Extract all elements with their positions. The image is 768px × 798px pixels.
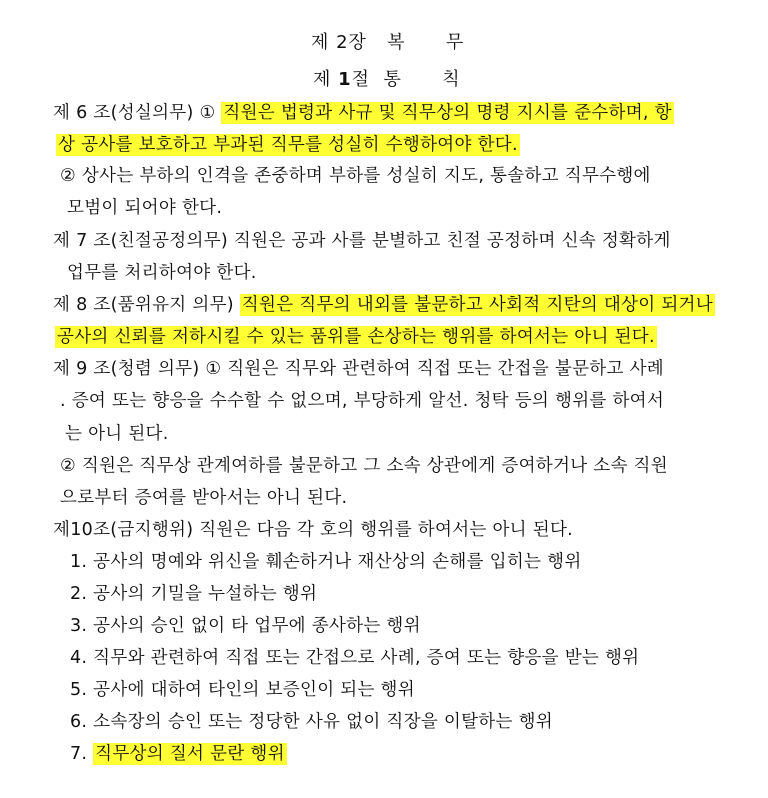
list-item-7-highlight: 직무상의 질서 문란 행위 — [95, 744, 285, 764]
list-item: 2. 공사의 기밀을 누설하는 행위 — [70, 584, 318, 604]
article-9-line-2: . 증여 또는 향응을 수수할 수 없으며, 부당하게 알선. 청탁 등의 행위를 하여서 — [60, 391, 665, 411]
article-7-line-2: 업무를 처리하여야 한다. — [67, 263, 257, 283]
article-8-line-2 — [55, 324, 657, 350]
list-item: 1. 공사의 명예와 위신을 훼손하거나 재산상의 손해를 입히는 행위 — [70, 552, 582, 572]
article-8-highlight-1: 직원은 직무의 내외를 불문하고 사회적 지탄의 대상이 되거나 — [241, 295, 713, 315]
article-10-line-1: 제10조(금지행위) 직원은 다음 각 호의 행위를 하여서는 아니 된다. — [53, 520, 574, 540]
article-8-line-1 — [53, 292, 715, 318]
article-6-label: 제 6 조(성실의무) ① — [53, 103, 222, 123]
article-8-label: 제 8 조(품위유지 의무) — [53, 295, 240, 315]
article-6-line-2 — [56, 132, 520, 158]
section-number: 1 — [338, 69, 352, 90]
section-pre: 제 — [313, 69, 332, 90]
article-6-line-1 — [53, 100, 674, 126]
article-9-line-5: 으로부터 증여를 받아서는 아니 된다. — [60, 488, 348, 508]
list-item: 4. 직무와 관련하여 직접 또는 간접으로 사례, 증여 또는 향응을 받는 행위 — [70, 648, 640, 668]
list-item: 5. 공사에 대하여 타인의 보증인이 되는 행위 — [70, 680, 415, 700]
article-8-highlight-2: 공사의 신뢰를 저하시킬 수 있는 품위를 손상하는 행위를 하여서는 아니 된다. — [57, 327, 655, 347]
section-post: 절 — [351, 69, 371, 90]
article-9-line-3: 는 아니 된다. — [65, 424, 169, 444]
chapter-char-2: 무 — [445, 32, 465, 53]
article-6-para-2-line-1: ② 상사는 부하의 인격을 존중하며 부하를 성실히 지도, 통솔하고 직무수행에 — [60, 166, 651, 186]
list-item-7-number: 7. — [70, 744, 94, 764]
list-item: 6. 소속장의 승인 또는 정당한 사유 없이 직장을 이탈하는 행위 — [70, 712, 553, 732]
section-char-2: 칙 — [442, 69, 461, 90]
chapter-heading — [311, 30, 464, 56]
article-6-para-2-line-2: 모범이 되어야 한다. — [67, 198, 223, 218]
section-heading — [313, 67, 461, 93]
chapter-prefix: 제 2장 — [311, 32, 367, 53]
list-item-7 — [70, 741, 287, 767]
article-7-line-1: 제 7 조(친절공정의무) 직원은 공과 사를 분별하고 친절 공정하며 신속 정확하게 — [53, 231, 671, 251]
article-9-line-4: ② 직원은 직무상 관계여하를 불문하고 그 소속 상관에게 증여하거나 소속 직원 — [60, 456, 668, 476]
list-item: 3. 공사의 승인 없이 타 업무에 종사하는 행위 — [70, 616, 421, 636]
article-9-line-1: 제 9 조(청렴 의무) ① 직원은 직무와 관련하여 직접 또는 간접을 불문하고 사례 — [53, 359, 664, 379]
chapter-char-1: 복 — [387, 32, 406, 53]
section-char-1: 통 — [383, 69, 402, 90]
article-6-highlight-1: 직원은 법령과 사규 및 직무상의 명령 지시를 준수하며, 항 — [223, 103, 672, 123]
article-6-highlight-2: 상 공사를 보호하고 부과된 직무를 성실히 수행하여야 한다. — [58, 135, 518, 155]
